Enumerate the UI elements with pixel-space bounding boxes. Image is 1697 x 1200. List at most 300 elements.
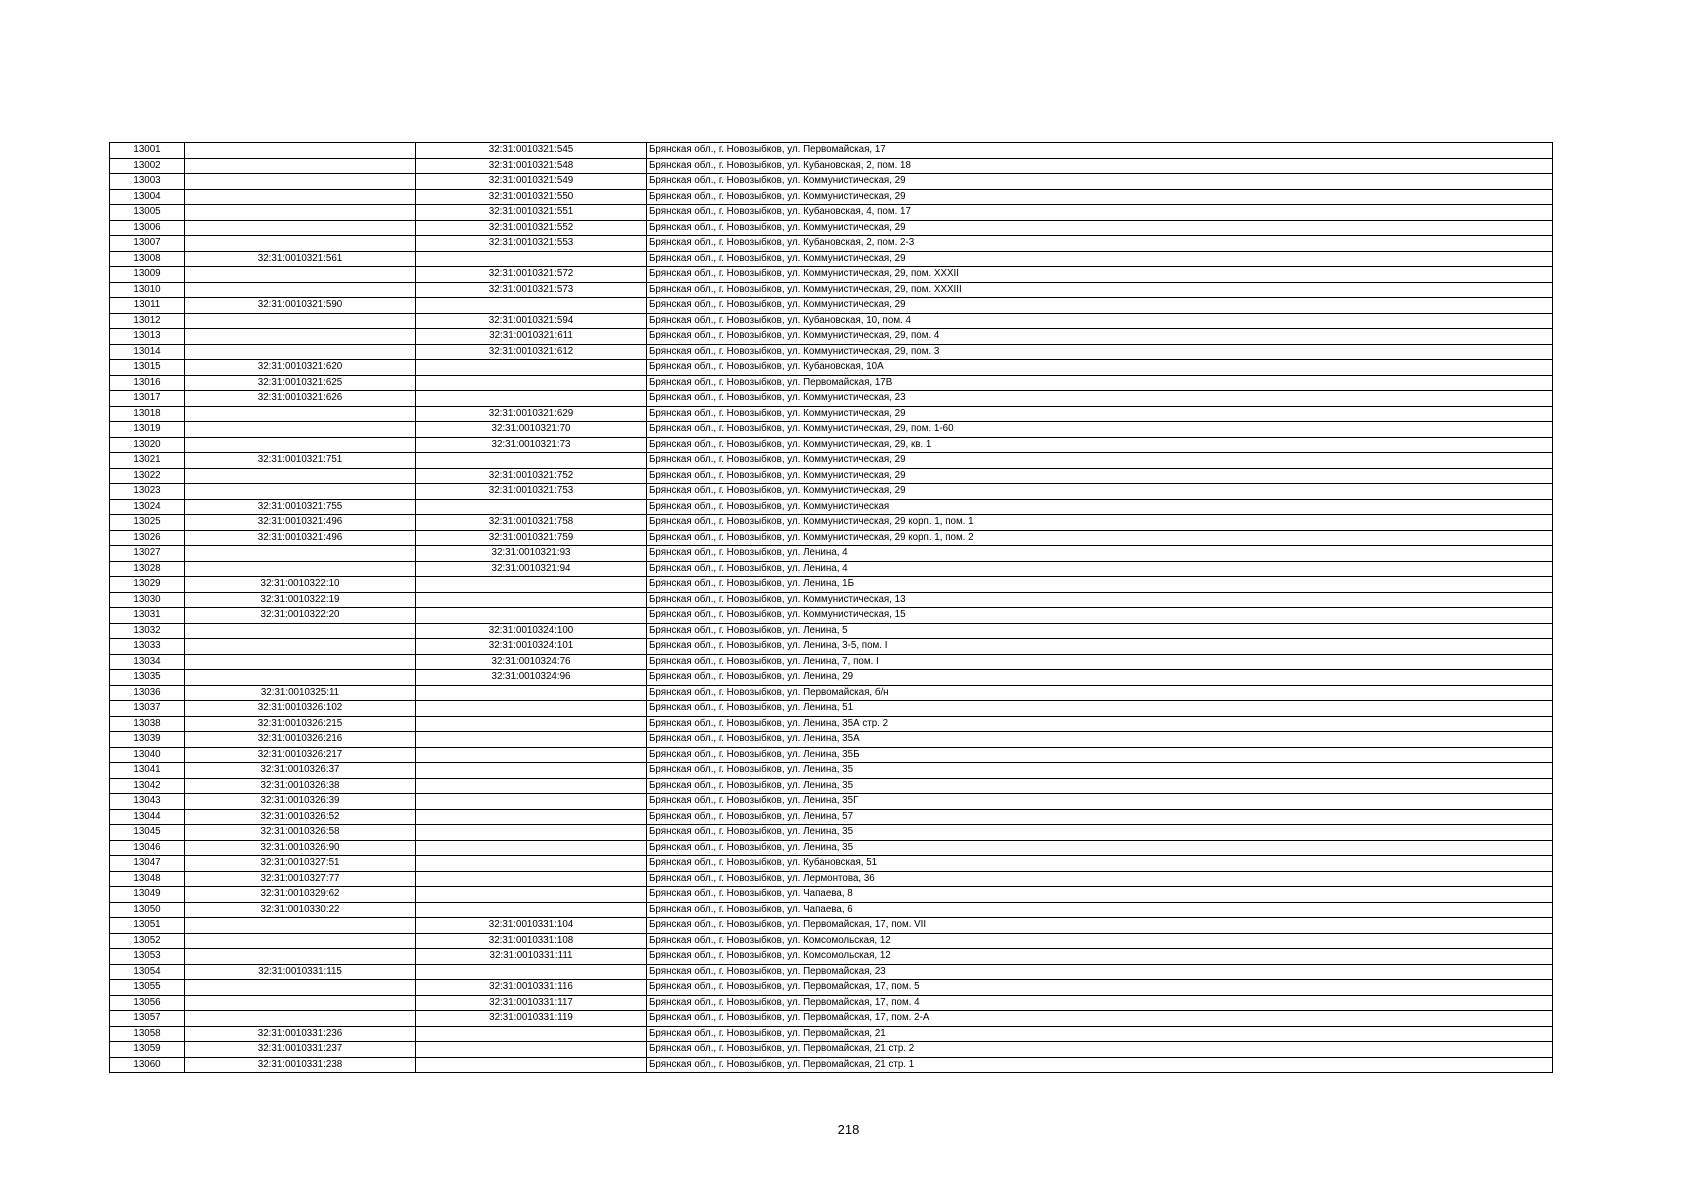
land-cadastral-number-cell — [185, 933, 416, 949]
address-cell: Брянская обл., г. Новозыбков, ул. Ленина, 5 — [647, 623, 1553, 639]
row-number-cell: 13007 — [110, 236, 185, 252]
address-cell: Брянская обл., г. Новозыбков, ул. Комсомольская, 12 — [647, 949, 1553, 965]
land-cadastral-number-cell — [185, 158, 416, 174]
land-cadastral-number-cell — [185, 329, 416, 345]
row-number-cell: 13057 — [110, 1011, 185, 1027]
table-row — [110, 453, 1553, 469]
address-cell: Брянская обл., г. Новозыбков, ул. Первомайская, 23 — [647, 964, 1553, 980]
table-row — [110, 1026, 1553, 1042]
address-cell: Брянская обл., г. Новозыбков, ул. Ленина, 4 — [647, 561, 1553, 577]
building-cadastral-number-cell: 32:31:0010321:94 — [416, 561, 647, 577]
table-row — [110, 778, 1553, 794]
address-cell: Брянская обл., г. Новозыбков, ул. Коммунистическая, 29 — [647, 251, 1553, 267]
table-row — [110, 189, 1553, 205]
table-row — [110, 437, 1553, 453]
table-row — [110, 654, 1553, 670]
land-cadastral-number-cell — [185, 468, 416, 484]
building-cadastral-number-cell: 32:31:0010321:553 — [416, 236, 647, 252]
address-cell: Брянская обл., г. Новозыбков, ул. Ленина, 4 — [647, 546, 1553, 562]
building-cadastral-number-cell: 32:31:0010321:545 — [416, 143, 647, 159]
table-row — [110, 1011, 1553, 1027]
table-row — [110, 980, 1553, 996]
land-cadastral-number-cell — [185, 980, 416, 996]
address-cell: Брянская обл., г. Новозыбков, ул. Первомайская, 17, пом. 2-А — [647, 1011, 1553, 1027]
table-row — [110, 840, 1553, 856]
table-row — [110, 871, 1553, 887]
land-cadastral-number-cell — [185, 189, 416, 205]
table-row — [110, 143, 1553, 159]
building-cadastral-number-cell — [416, 747, 647, 763]
row-number-cell: 13040 — [110, 747, 185, 763]
land-cadastral-number-cell — [185, 236, 416, 252]
row-number-cell: 13039 — [110, 732, 185, 748]
row-number-cell: 13027 — [110, 546, 185, 562]
address-cell: Брянская обл., г. Новозыбков, ул. Первомайская, 17, пом. 5 — [647, 980, 1553, 996]
row-number-cell: 13048 — [110, 871, 185, 887]
land-cadastral-number-cell — [185, 623, 416, 639]
building-cadastral-number-cell — [416, 902, 647, 918]
address-cell: Брянская обл., г. Новозыбков, ул. Коммунистическая, 29 — [647, 406, 1553, 422]
address-cell: Брянская обл., г. Новозыбков, ул. Коммунистическая, 29, пом. 3 — [647, 344, 1553, 360]
row-number-cell: 13025 — [110, 515, 185, 531]
building-cadastral-number-cell — [416, 453, 647, 469]
table-row — [110, 546, 1553, 562]
address-cell: Брянская обл., г. Новозыбков, ул. Коммунистическая, 29, пом. 4 — [647, 329, 1553, 345]
address-cell: Брянская обл., г. Новозыбков, ул. Коммунистическая, 29 — [647, 174, 1553, 190]
table-row — [110, 282, 1553, 298]
row-number-cell: 13032 — [110, 623, 185, 639]
land-cadastral-number-cell: 32:31:0010326:215 — [185, 716, 416, 732]
land-cadastral-number-cell: 32:31:0010331:236 — [185, 1026, 416, 1042]
land-cadastral-number-cell: 32:31:0010321:590 — [185, 298, 416, 314]
land-cadastral-number-cell — [185, 546, 416, 562]
building-cadastral-number-cell — [416, 840, 647, 856]
address-cell: Брянская обл., г. Новозыбков, ул. Комсомольская, 12 — [647, 933, 1553, 949]
table-row — [110, 313, 1553, 329]
address-cell: Брянская обл., г. Новозыбков, ул. Ленина, 57 — [647, 809, 1553, 825]
table-row — [110, 406, 1553, 422]
table-row — [110, 1042, 1553, 1058]
land-cadastral-number-cell: 32:31:0010330:22 — [185, 902, 416, 918]
land-cadastral-number-cell: 32:31:0010321:496 — [185, 530, 416, 546]
table-row — [110, 577, 1553, 593]
address-cell: Брянская обл., г. Новозыбков, ул. Коммунистическая, 29 — [647, 298, 1553, 314]
land-cadastral-number-cell: 32:31:0010326:216 — [185, 732, 416, 748]
table-row — [110, 220, 1553, 236]
table-row — [110, 623, 1553, 639]
land-cadastral-number-cell: 32:31:0010326:102 — [185, 701, 416, 717]
address-cell: Брянская обл., г. Новозыбков, ул. Коммунистическая, 29, пом. 1-60 — [647, 422, 1553, 438]
address-cell: Брянская обл., г. Новозыбков, ул. Первомайская, 17, пом. VII — [647, 918, 1553, 934]
table-row — [110, 887, 1553, 903]
row-number-cell: 13016 — [110, 375, 185, 391]
address-cell: Брянская обл., г. Новозыбков, ул. Коммунистическая, 29 — [647, 453, 1553, 469]
building-cadastral-number-cell: 32:31:0010321:611 — [416, 329, 647, 345]
land-cadastral-number-cell — [185, 344, 416, 360]
address-cell: Брянская обл., г. Новозыбков, ул. Коммунистическая, 29 корп. 1, пом. 1 — [647, 515, 1553, 531]
building-cadastral-number-cell — [416, 608, 647, 624]
land-cadastral-number-cell: 32:31:0010326:39 — [185, 794, 416, 810]
building-cadastral-number-cell — [416, 499, 647, 515]
row-number-cell: 13017 — [110, 391, 185, 407]
row-number-cell: 13056 — [110, 995, 185, 1011]
building-cadastral-number-cell — [416, 391, 647, 407]
address-cell: Брянская обл., г. Новозыбков, ул. Ленина, 35Г — [647, 794, 1553, 810]
table-row — [110, 360, 1553, 376]
building-cadastral-number-cell: 32:31:0010331:108 — [416, 933, 647, 949]
land-cadastral-number-cell: 32:31:0010329:62 — [185, 887, 416, 903]
land-cadastral-number-cell: 32:31:0010321:561 — [185, 251, 416, 267]
table-row — [110, 732, 1553, 748]
address-cell: Брянская обл., г. Новозыбков, ул. Коммунистическая, 23 — [647, 391, 1553, 407]
row-number-cell: 13045 — [110, 825, 185, 841]
table-row — [110, 933, 1553, 949]
address-cell: Брянская обл., г. Новозыбков, ул. Ленина, 1Б — [647, 577, 1553, 593]
building-cadastral-number-cell — [416, 375, 647, 391]
land-cadastral-number-cell: 32:31:0010326:58 — [185, 825, 416, 841]
land-cadastral-number-cell — [185, 995, 416, 1011]
building-cadastral-number-cell — [416, 1026, 647, 1042]
address-cell: Брянская обл., г. Новозыбков, ул. Первомайская, 21 стр. 2 — [647, 1042, 1553, 1058]
address-cell: Брянская обл., г. Новозыбков, ул. Ленина, 35 — [647, 825, 1553, 841]
row-number-cell: 13060 — [110, 1057, 185, 1073]
building-cadastral-number-cell: 32:31:0010331:116 — [416, 980, 647, 996]
table-row — [110, 902, 1553, 918]
address-cell: Брянская обл., г. Новозыбков, ул. Кубановская, 4, пом. 17 — [647, 205, 1553, 221]
address-cell: Брянская обл., г. Новозыбков, ул. Ленина, 35Б — [647, 747, 1553, 763]
row-number-cell: 13049 — [110, 887, 185, 903]
land-cadastral-number-cell — [185, 220, 416, 236]
row-number-cell: 13047 — [110, 856, 185, 872]
building-cadastral-number-cell: 32:31:0010324:76 — [416, 654, 647, 670]
building-cadastral-number-cell: 32:31:0010321:551 — [416, 205, 647, 221]
building-cadastral-number-cell: 32:31:0010321:594 — [416, 313, 647, 329]
address-cell: Брянская обл., г. Новозыбков, ул. Кубановская, 2, пом. 2-3 — [647, 236, 1553, 252]
land-cadastral-number-cell — [185, 205, 416, 221]
address-cell: Брянская обл., г. Новозыбков, ул. Коммунистическая, 29, кв. 1 — [647, 437, 1553, 453]
building-cadastral-number-cell — [416, 360, 647, 376]
address-cell: Брянская обл., г. Новозыбков, ул. Чапаева, 6 — [647, 902, 1553, 918]
land-cadastral-number-cell: 32:31:0010325:11 — [185, 685, 416, 701]
address-cell: Брянская обл., г. Новозыбков, ул. Коммунистическая, 15 — [647, 608, 1553, 624]
building-cadastral-number-cell — [416, 871, 647, 887]
row-number-cell: 13001 — [110, 143, 185, 159]
land-cadastral-number-cell — [185, 484, 416, 500]
table-row — [110, 964, 1553, 980]
table-row — [110, 809, 1553, 825]
address-cell: Брянская обл., г. Новозыбков, ул. Кубановская, 10А — [647, 360, 1553, 376]
row-number-cell: 13041 — [110, 763, 185, 779]
cadastral-table — [109, 142, 1553, 1073]
row-number-cell: 13021 — [110, 453, 185, 469]
building-cadastral-number-cell — [416, 825, 647, 841]
table-row — [110, 918, 1553, 934]
table-row — [110, 716, 1553, 732]
row-number-cell: 13019 — [110, 422, 185, 438]
table-row — [110, 1057, 1553, 1073]
address-cell: Брянская обл., г. Новозыбков, ул. Первомайская, 17 — [647, 143, 1553, 159]
row-number-cell: 13004 — [110, 189, 185, 205]
building-cadastral-number-cell: 32:31:0010321:73 — [416, 437, 647, 453]
land-cadastral-number-cell — [185, 437, 416, 453]
row-number-cell: 13054 — [110, 964, 185, 980]
row-number-cell: 13034 — [110, 654, 185, 670]
address-cell: Брянская обл., г. Новозыбков, ул. Коммунистическая, 29 корп. 1, пом. 2 — [647, 530, 1553, 546]
land-cadastral-number-cell — [185, 561, 416, 577]
land-cadastral-number-cell: 32:31:0010331:238 — [185, 1057, 416, 1073]
address-cell: Брянская обл., г. Новозыбков, ул. Кубановская, 51 — [647, 856, 1553, 872]
building-cadastral-number-cell: 32:31:0010321:549 — [416, 174, 647, 190]
table-row — [110, 174, 1553, 190]
land-cadastral-number-cell — [185, 174, 416, 190]
table-row — [110, 391, 1553, 407]
row-number-cell: 13058 — [110, 1026, 185, 1042]
row-number-cell: 13006 — [110, 220, 185, 236]
page-number: 218 — [837, 1122, 860, 1137]
land-cadastral-number-cell — [185, 1011, 416, 1027]
building-cadastral-number-cell: 32:31:0010321:752 — [416, 468, 647, 484]
building-cadastral-number-cell: 32:31:0010321:753 — [416, 484, 647, 500]
row-number-cell: 13033 — [110, 639, 185, 655]
table-row — [110, 422, 1553, 438]
land-cadastral-number-cell: 32:31:0010326:37 — [185, 763, 416, 779]
building-cadastral-number-cell: 32:31:0010321:629 — [416, 406, 647, 422]
address-cell: Брянская обл., г. Новозыбков, ул. Коммунистическая, 13 — [647, 592, 1553, 608]
row-number-cell: 13014 — [110, 344, 185, 360]
row-number-cell: 13023 — [110, 484, 185, 500]
building-cadastral-number-cell: 32:31:0010331:111 — [416, 949, 647, 965]
building-cadastral-number-cell: 32:31:0010331:117 — [416, 995, 647, 1011]
address-cell: Брянская обл., г. Новозыбков, ул. Первомайская, 21 — [647, 1026, 1553, 1042]
row-number-cell: 13036 — [110, 685, 185, 701]
table-row — [110, 763, 1553, 779]
table-row — [110, 794, 1553, 810]
table-row — [110, 267, 1553, 283]
land-cadastral-number-cell — [185, 639, 416, 655]
building-cadastral-number-cell: 32:31:0010321:759 — [416, 530, 647, 546]
building-cadastral-number-cell: 32:31:0010324:96 — [416, 670, 647, 686]
table-row — [110, 158, 1553, 174]
table-row — [110, 344, 1553, 360]
land-cadastral-number-cell — [185, 143, 416, 159]
land-cadastral-number-cell — [185, 670, 416, 686]
row-number-cell: 13010 — [110, 282, 185, 298]
address-cell: Брянская обл., г. Новозыбков, ул. Ленина, 29 — [647, 670, 1553, 686]
row-number-cell: 13035 — [110, 670, 185, 686]
building-cadastral-number-cell: 32:31:0010321:573 — [416, 282, 647, 298]
address-cell: Брянская обл., г. Новозыбков, ул. Ленина, 7, пом. I — [647, 654, 1553, 670]
table-row — [110, 515, 1553, 531]
building-cadastral-number-cell: 32:31:0010331:104 — [416, 918, 647, 934]
building-cadastral-number-cell: 32:31:0010321:612 — [416, 344, 647, 360]
address-cell: Брянская обл., г. Новозыбков, ул. Кубановская, 2, пом. 18 — [647, 158, 1553, 174]
land-cadastral-number-cell — [185, 654, 416, 670]
table-row — [110, 205, 1553, 221]
address-cell: Брянская обл., г. Новозыбков, ул. Лермонтова, 36 — [647, 871, 1553, 887]
address-cell: Брянская обл., г. Новозыбков, ул. Чапаева, 8 — [647, 887, 1553, 903]
row-number-cell: 13015 — [110, 360, 185, 376]
table-row — [110, 747, 1553, 763]
building-cadastral-number-cell: 32:31:0010324:100 — [416, 623, 647, 639]
land-cadastral-number-cell: 32:31:0010321:625 — [185, 375, 416, 391]
address-cell: Брянская обл., г. Новозыбков, ул. Коммунистическая, 29 — [647, 220, 1553, 236]
row-number-cell: 13042 — [110, 778, 185, 794]
table-row — [110, 949, 1553, 965]
row-number-cell: 13053 — [110, 949, 185, 965]
address-cell: Брянская обл., г. Новозыбков, ул. Первомайская, 17, пом. 4 — [647, 995, 1553, 1011]
land-cadastral-number-cell: 32:31:0010331:115 — [185, 964, 416, 980]
row-number-cell: 13013 — [110, 329, 185, 345]
table-row — [110, 825, 1553, 841]
land-cadastral-number-cell: 32:31:0010321:620 — [185, 360, 416, 376]
row-number-cell: 13038 — [110, 716, 185, 732]
land-cadastral-number-cell — [185, 949, 416, 965]
building-cadastral-number-cell — [416, 1057, 647, 1073]
row-number-cell: 13031 — [110, 608, 185, 624]
row-number-cell: 13029 — [110, 577, 185, 593]
land-cadastral-number-cell — [185, 313, 416, 329]
building-cadastral-number-cell — [416, 577, 647, 593]
row-number-cell: 13005 — [110, 205, 185, 221]
building-cadastral-number-cell — [416, 778, 647, 794]
table-row — [110, 670, 1553, 686]
row-number-cell: 13002 — [110, 158, 185, 174]
land-cadastral-number-cell: 32:31:0010321:755 — [185, 499, 416, 515]
land-cadastral-number-cell — [185, 422, 416, 438]
row-number-cell: 13052 — [110, 933, 185, 949]
land-cadastral-number-cell — [185, 406, 416, 422]
address-cell: Брянская обл., г. Новозыбков, ул. Ленина, 35А стр. 2 — [647, 716, 1553, 732]
row-number-cell: 13011 — [110, 298, 185, 314]
row-number-cell: 13012 — [110, 313, 185, 329]
land-cadastral-number-cell: 32:31:0010326:38 — [185, 778, 416, 794]
table-row — [110, 329, 1553, 345]
address-cell: Брянская обл., г. Новозыбков, ул. Ленина, 51 — [647, 701, 1553, 717]
address-cell: Брянская обл., г. Новозыбков, ул. Ленина, 3-5, пом. I — [647, 639, 1553, 655]
address-cell: Брянская обл., г. Новозыбков, ул. Кубановская, 10, пом. 4 — [647, 313, 1553, 329]
building-cadastral-number-cell: 32:31:0010321:93 — [416, 546, 647, 562]
address-cell: Брянская обл., г. Новозыбков, ул. Коммунистическая, 29, пом. XXXII — [647, 267, 1553, 283]
land-cadastral-number-cell: 32:31:0010322:10 — [185, 577, 416, 593]
building-cadastral-number-cell — [416, 1042, 647, 1058]
address-cell: Брянская обл., г. Новозыбков, ул. Первомайская, 17В — [647, 375, 1553, 391]
row-number-cell: 13044 — [110, 809, 185, 825]
land-cadastral-number-cell: 32:31:0010326:52 — [185, 809, 416, 825]
building-cadastral-number-cell — [416, 856, 647, 872]
row-number-cell: 13009 — [110, 267, 185, 283]
row-number-cell: 13050 — [110, 902, 185, 918]
land-cadastral-number-cell: 32:31:0010322:19 — [185, 592, 416, 608]
land-cadastral-number-cell: 32:31:0010327:77 — [185, 871, 416, 887]
table-row — [110, 639, 1553, 655]
row-number-cell: 13043 — [110, 794, 185, 810]
land-cadastral-number-cell: 32:31:0010322:20 — [185, 608, 416, 624]
row-number-cell: 13051 — [110, 918, 185, 934]
land-cadastral-number-cell: 32:31:0010321:626 — [185, 391, 416, 407]
land-cadastral-number-cell: 32:31:0010326:217 — [185, 747, 416, 763]
table-row — [110, 251, 1553, 267]
table-row — [110, 298, 1553, 314]
address-cell: Брянская обл., г. Новозыбков, ул. Коммунистическая — [647, 499, 1553, 515]
table-row — [110, 236, 1553, 252]
building-cadastral-number-cell: 32:31:0010321:552 — [416, 220, 647, 236]
address-cell: Брянская обл., г. Новозыбков, ул. Ленина, 35 — [647, 840, 1553, 856]
row-number-cell: 13018 — [110, 406, 185, 422]
address-cell: Брянская обл., г. Новозыбков, ул. Коммунистическая, 29 — [647, 484, 1553, 500]
land-cadastral-number-cell: 32:31:0010326:90 — [185, 840, 416, 856]
row-number-cell: 13046 — [110, 840, 185, 856]
building-cadastral-number-cell — [416, 794, 647, 810]
row-number-cell: 13008 — [110, 251, 185, 267]
table-row — [110, 856, 1553, 872]
table-row — [110, 499, 1553, 515]
building-cadastral-number-cell: 32:31:0010321:70 — [416, 422, 647, 438]
table-row — [110, 685, 1553, 701]
address-cell: Брянская обл., г. Новозыбков, ул. Первомайская, 21 стр. 1 — [647, 1057, 1553, 1073]
building-cadastral-number-cell: 32:31:0010331:119 — [416, 1011, 647, 1027]
building-cadastral-number-cell: 32:31:0010321:572 — [416, 267, 647, 283]
table-row — [110, 375, 1553, 391]
land-cadastral-number-cell: 32:31:0010321:751 — [185, 453, 416, 469]
address-cell: Брянская обл., г. Новозыбков, ул. Коммунистическая, 29, пом. XXXIII — [647, 282, 1553, 298]
land-cadastral-number-cell: 32:31:0010327:51 — [185, 856, 416, 872]
table-row — [110, 608, 1553, 624]
building-cadastral-number-cell — [416, 763, 647, 779]
building-cadastral-number-cell — [416, 964, 647, 980]
building-cadastral-number-cell — [416, 732, 647, 748]
table-row — [110, 468, 1553, 484]
table-row — [110, 592, 1553, 608]
row-number-cell: 13003 — [110, 174, 185, 190]
land-cadastral-number-cell — [185, 282, 416, 298]
table-row — [110, 561, 1553, 577]
building-cadastral-number-cell — [416, 251, 647, 267]
building-cadastral-number-cell — [416, 701, 647, 717]
building-cadastral-number-cell — [416, 685, 647, 701]
land-cadastral-number-cell — [185, 267, 416, 283]
address-cell: Брянская обл., г. Новозыбков, ул. Ленина, 35А — [647, 732, 1553, 748]
row-number-cell: 13028 — [110, 561, 185, 577]
building-cadastral-number-cell — [416, 298, 647, 314]
building-cadastral-number-cell — [416, 887, 647, 903]
row-number-cell: 13024 — [110, 499, 185, 515]
address-cell: Брянская обл., г. Новозыбков, ул. Коммунистическая, 29 — [647, 189, 1553, 205]
building-cadastral-number-cell: 32:31:0010321:758 — [416, 515, 647, 531]
building-cadastral-number-cell: 32:31:0010321:548 — [416, 158, 647, 174]
building-cadastral-number-cell — [416, 716, 647, 732]
land-cadastral-number-cell — [185, 918, 416, 934]
land-cadastral-number-cell: 32:31:0010321:496 — [185, 515, 416, 531]
building-cadastral-number-cell — [416, 809, 647, 825]
table-row — [110, 530, 1553, 546]
address-cell: Брянская обл., г. Новозыбков, ул. Ленина, 35 — [647, 763, 1553, 779]
table-row — [110, 701, 1553, 717]
row-number-cell: 13026 — [110, 530, 185, 546]
address-cell: Брянская обл., г. Новозыбков, ул. Первомайская, б/н — [647, 685, 1553, 701]
table-row — [110, 995, 1553, 1011]
table-row — [110, 484, 1553, 500]
building-cadastral-number-cell: 32:31:0010324:101 — [416, 639, 647, 655]
row-number-cell: 13037 — [110, 701, 185, 717]
cadastral-table-body — [110, 143, 1553, 1073]
row-number-cell: 13022 — [110, 468, 185, 484]
building-cadastral-number-cell: 32:31:0010321:550 — [416, 189, 647, 205]
row-number-cell: 13059 — [110, 1042, 185, 1058]
row-number-cell: 13020 — [110, 437, 185, 453]
row-number-cell: 13055 — [110, 980, 185, 996]
row-number-cell: 13030 — [110, 592, 185, 608]
address-cell: Брянская обл., г. Новозыбков, ул. Коммунистическая, 29 — [647, 468, 1553, 484]
